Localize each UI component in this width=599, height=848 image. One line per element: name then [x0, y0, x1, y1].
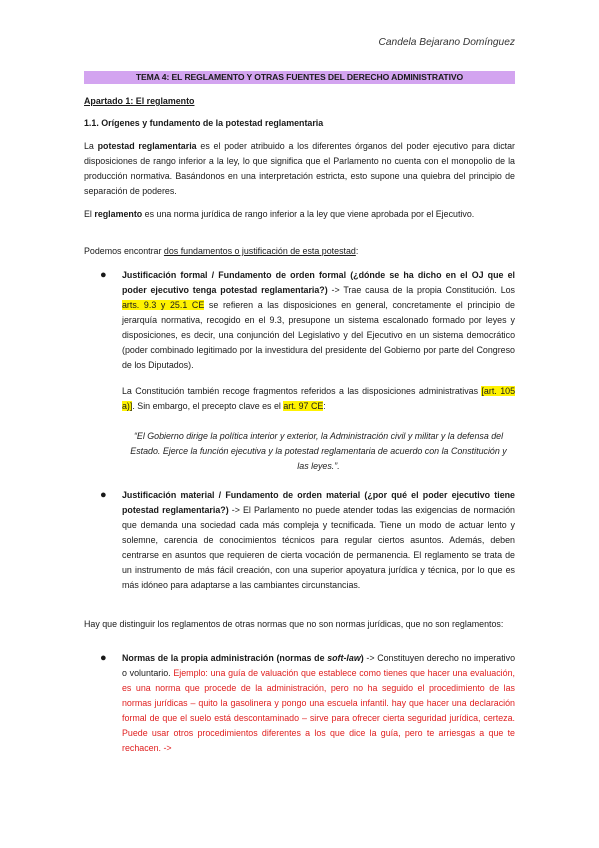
bullet1-t2: se refieren a las disposiciones en general, concretamente el principio de jerarquía normativa, recogido en el 9.3, presupone un sistema escalonado formado por leyes y disposiciones, es decir, una conjunción del Legislativo y del Ejecutivo en un sistema democrático (poder combinado legitimado por la investidura del presidente del Gobierno por parte del Congreso de los Diputados).	[122, 300, 515, 370]
paragraph-distinguir	[84, 617, 515, 632]
p2-term: reglamento	[94, 209, 143, 219]
bullet-dot-icon: ●	[100, 489, 107, 501]
bullet1-t5: :	[323, 401, 326, 411]
bullet-soft-law	[100, 651, 515, 756]
bullet2-heading: Justificación material / Fundamento de orden material (¿por qué el poder ejecutivo tiene potestad reglamentaria?)	[122, 490, 515, 515]
paragraph-fundamentos	[84, 244, 515, 259]
p3-pre: Podemos encontrar	[84, 246, 164, 256]
bullet1-heading: Justificación formal / Fundamento de orden formal (¿dónde se ha dicho en el OJ que el poder ejecutivo tenga potestad reglamentaria?)	[122, 270, 515, 295]
chapter-title: TEMA 4: EL REGLAMENTO Y OTRAS FUENTES DEL DERECHO ADMINISTRATIVO	[84, 71, 515, 84]
section-heading-text: Apartado 1: El reglamento	[84, 96, 195, 106]
paragraph-potestad	[84, 139, 515, 199]
subsection-heading-text: 1.1. Orígenes y fundamento de la potestad reglamentaria	[84, 118, 324, 128]
bullet3-heading-post: )	[360, 653, 364, 663]
bullet2-body: -> El Parlamento no puede atender todas las exigencias de normación que demanda una sociedad cada más compleja y tecnificada. Tiene un modo de actuar lento y solemne, carencia de conocimientos técnicos para regular ciertos asuntos. Además, deben centrarse en asuntos que requieren de cierta vocación de permanencia. El reglamento se trata de un instrumento de más fácil creación, con una superior apoyatura jurídica y técnica, por lo que es más idóneo para adaptarse a las cambiantes circunstancias.	[122, 505, 515, 590]
p2-rest: es una norma jurídica de rango inferior a la ley que viene aprobada por el Ejecutivo.	[142, 209, 475, 219]
p2-pre: El	[84, 209, 95, 219]
p1-rest: es el poder atribuido a los diferentes órganos del poder ejecutivo para dictar disposiciones de rango inferior a la ley, lo que significa que el Parlamento no cuenta con el monopolio de la producción normativa. Basándonos en una interpretación estricta, esto supone una quiebra del principio de separación de poderes.	[84, 141, 515, 196]
bullet-dot-icon: ●	[100, 269, 107, 281]
subsection-heading	[84, 116, 515, 131]
bullet-dot-icon: ●	[100, 652, 107, 664]
highlight-arts-9-3-25-1: arts. 9.3 y 25.1 CE	[122, 300, 205, 310]
bullet3-heading-soft: soft-law	[327, 653, 361, 663]
bullet1-cont-text	[122, 384, 515, 414]
highlight-art-105: [art. 105 a)]	[122, 386, 516, 411]
bullet3-heading-pre: Normas de la propia administración (normas de	[122, 653, 328, 663]
p4-text: Hay que distinguir los reglamentos de otras normas que no son normas jurídicas, que no son reglamentos:	[84, 619, 504, 629]
p3-post: :	[355, 246, 359, 256]
bullet1-t3: La Constitución también recoge fragmentos referidos a las disposiciones administrativas	[122, 386, 482, 396]
section-heading	[84, 94, 515, 109]
p3-underlined: dos fundamentos o justificación de esta potestad	[163, 246, 356, 256]
p1-pre: La	[84, 141, 98, 151]
bullet2-text	[122, 488, 515, 593]
bullet-justificacion-material	[100, 488, 515, 593]
p1-term: potestad reglamentaria	[97, 141, 197, 151]
bullet3-example-red: Ejemplo: una guía de valuación que establece como tienes que hacer una evaluación, es una norma que procede de la administración, pero no ha seguido el procedimiento de las normas jurídicas – quito la gasolinera y pongo una escuela infantil. hay que hacer una declaración formal de que el suelo está descontaminado – sirve para ofrecer cierta seguridad jurídica, certeza. Puede usar otros procedimientos diferentes a los que dice la guía, pero te arriesgas a que te rechacen. ->	[122, 668, 515, 753]
bullet1-t1: -> Trae causa de la propia Constitución. Los	[327, 285, 515, 295]
author-name: Candela Bejarano Domínguez	[378, 37, 515, 48]
highlight-art-97: art. 97 CE	[283, 401, 324, 411]
bullet1-continuation	[100, 384, 515, 414]
bullet-justificacion-formal	[100, 268, 515, 373]
bullet3-text	[122, 651, 515, 756]
bullet1-t4: . Sin embargo, el precepto clave es el	[132, 401, 284, 411]
paragraph-reglamento	[84, 207, 515, 222]
bullet1-text	[122, 268, 515, 373]
quote-art-97: “El Gobierno dirige la política interior y exterior, la Administración civil y militar y la defensa del Estado. Ejerce la función ejecutiva y la potestad reglamentaria de acuerdo con la Constitución y las leyes.”.	[130, 431, 507, 471]
bullet3-body: -> Constituyen derecho no imperativo o voluntario.	[122, 653, 516, 678]
